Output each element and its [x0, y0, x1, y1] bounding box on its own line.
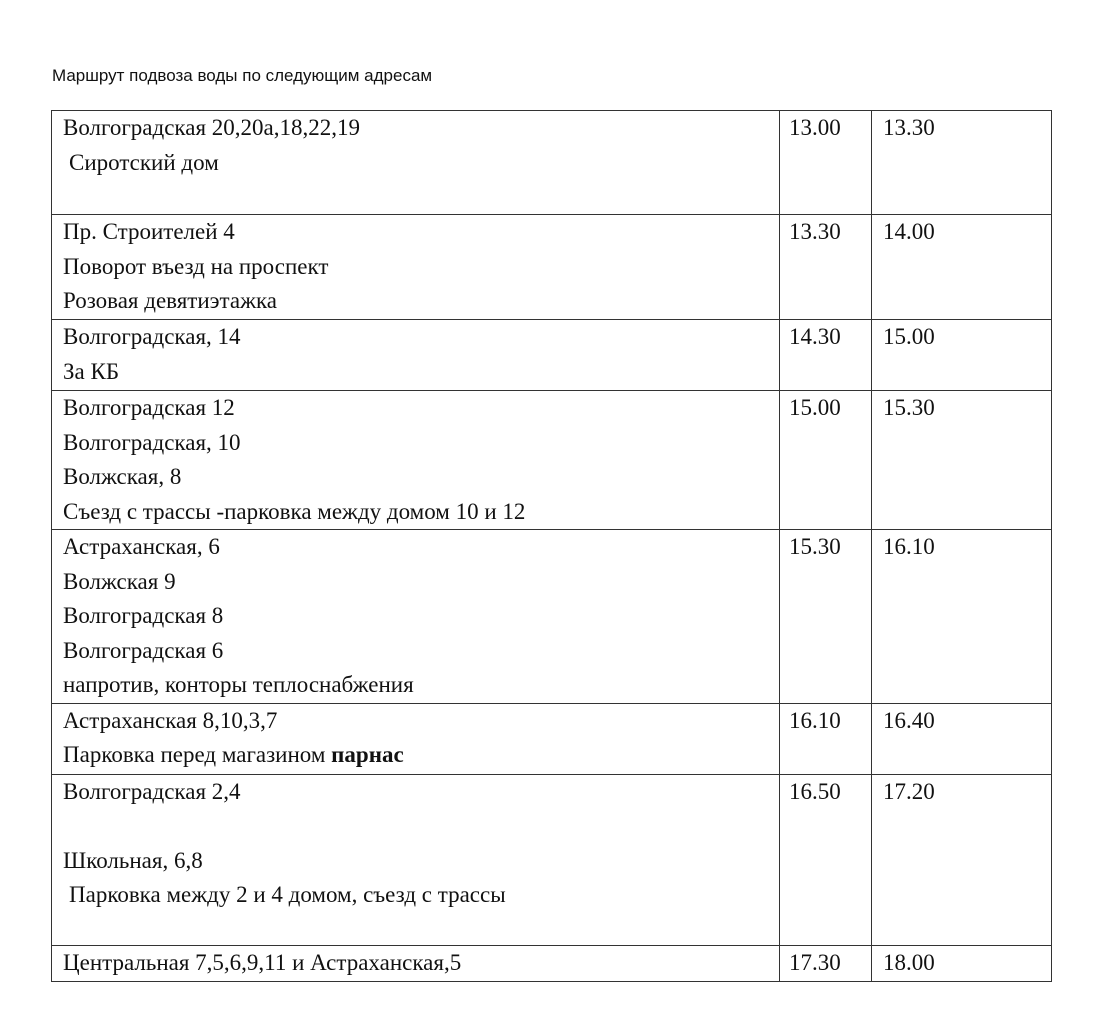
table-row: [52, 530, 1052, 704]
table-row: [52, 703, 1052, 774]
end-time-cell: 18.00: [872, 945, 1052, 981]
end-time-cell: 16.40: [872, 703, 1052, 774]
end-time-cell: 17.20: [872, 774, 1052, 945]
address-line: Волгоградская 12: [63, 395, 235, 420]
start-time-cell: 15.30: [780, 530, 872, 704]
start-time-cell: 17.30: [780, 945, 872, 981]
store-name: парнас: [331, 742, 404, 767]
start-time-cell: 16.10: [780, 703, 872, 774]
address-cell: [52, 530, 780, 704]
address-line-prefix: Парковка перед магазином: [63, 742, 332, 767]
address-line: Центральная 7,5,6,9,11 и Астраханская,5: [63, 949, 462, 975]
address-line: Волжская 9: [63, 568, 176, 594]
start-time-cell: 13.30: [780, 215, 872, 320]
address-line: Волгоградская 20,20а,18,22,19: [63, 115, 361, 140]
address-line: Волгоградская, 14: [63, 324, 241, 349]
address-line: Волгоградская, 10: [63, 429, 241, 455]
start-time-cell: 15.00: [780, 391, 872, 530]
end-time-cell: 15.30: [872, 391, 1052, 530]
table-row: [52, 111, 1052, 215]
address-line: Съезд с трассы -парковка между домом 10 и 12: [63, 498, 526, 524]
address-line: Парковка между 2 и 4 домом, съезд с трассы: [69, 882, 506, 907]
address-cell: [52, 111, 780, 215]
address-line: Астраханская, 6: [63, 534, 220, 559]
address-line: Пр. Строителей 4: [63, 219, 235, 244]
address-cell: [52, 215, 780, 320]
page-heading: Маршрут подвоза воды по следующим адресам: [52, 66, 433, 85]
address-cell: [52, 945, 780, 981]
table-row: [52, 215, 1052, 320]
address-line: Волгоградская 2,4: [63, 778, 241, 804]
address-cell: [52, 774, 780, 945]
address-cell: [52, 320, 780, 391]
end-time-cell: 16.10: [872, 530, 1052, 704]
address-line: [63, 738, 779, 773]
table-row: [52, 320, 1052, 391]
address-line: Розовая девятиэтажка: [63, 288, 278, 313]
end-time-cell: 13.30: [872, 111, 1052, 215]
route-table: [51, 110, 1052, 982]
address-line: Школьная, 6,8: [63, 847, 203, 873]
table-row: [52, 391, 1052, 530]
blank-line: [63, 809, 779, 844]
address-line: Волжская, 8: [63, 464, 182, 489]
address-line: Поворот въезд на проспект: [63, 253, 329, 279]
start-time-cell: 16.50: [780, 774, 872, 945]
end-time-cell: 15.00: [872, 320, 1052, 391]
address-line: Сиротский дом: [69, 149, 219, 175]
address-line: За КБ: [63, 358, 120, 384]
address-line: Волгоградская 8: [63, 603, 224, 628]
address-cell: [52, 703, 780, 774]
end-time-cell: 14.00: [872, 215, 1052, 320]
address-line: напротив, конторы теплоснабжения: [63, 672, 414, 697]
address-line: Волгоградская 6: [63, 637, 224, 663]
address-line: Астраханская 8,10,3,7: [63, 707, 278, 733]
start-time-cell: 13.00: [780, 111, 872, 215]
table-row: [52, 774, 1052, 945]
table-row: [52, 945, 1052, 981]
start-time-cell: 14.30: [780, 320, 872, 391]
address-cell: [52, 391, 780, 530]
